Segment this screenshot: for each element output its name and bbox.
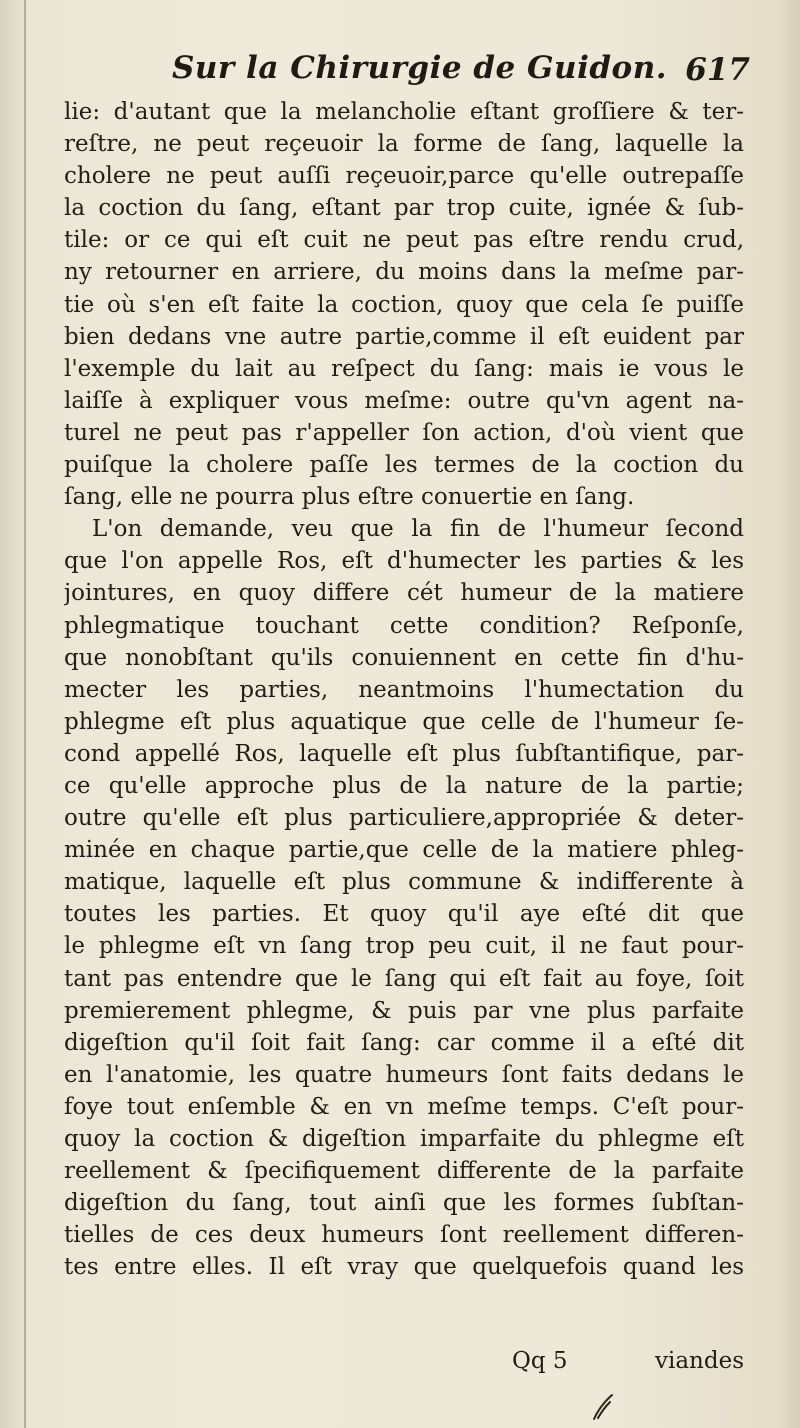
- text-line: ce qu'elle approche plus de la nature de la partie;: [64, 772, 744, 799]
- running-title: Sur la Chirurgie de Guidon.: [172, 50, 668, 86]
- page-footer: [64, 1348, 744, 1382]
- text-line: ny retourner en arriere, du moins dans la meſme par-: [64, 259, 744, 286]
- text-line: en l'anatomie, les quatre humeurs ſont faits dedans le: [64, 1061, 744, 1088]
- text-line: laiſſe à expliquer vous meſme: outre qu'vn agent na-: [64, 387, 744, 414]
- text-line: tant pas entendre que le ſang qui eſt fait au foye, ſoit: [64, 965, 744, 992]
- text-line: mecter les parties, neantmoins l'humectation du: [64, 676, 744, 703]
- text-line: phlegme eſt plus aquatique que celle de l'humeur ſe-: [64, 708, 744, 735]
- text-line: tielles de ces deux humeurs ſont reellement differen-: [64, 1222, 744, 1249]
- catchword: viandes: [654, 1348, 744, 1374]
- text-line: la coction du ſang, eſtant par trop cuite, ignée & ſub-: [64, 195, 744, 222]
- text-line: turel ne peut pas r'appeller ſon action, d'où vient que: [64, 419, 744, 446]
- text-line: tie où s'en eſt faite la coction, quoy que cela ſe puiſſe: [64, 291, 744, 318]
- text-line: jointures, en quoy differe cét humeur de la matiere: [64, 580, 744, 607]
- text-line: cholere ne peut auſſi reçeuoir,parce qu'elle outrepaſſe: [64, 163, 744, 190]
- text-line: digeſtion du ſang, tout ainſi que les formes ſubſtan-: [64, 1190, 744, 1217]
- text-line: digeſtion qu'il ſoit fait ſang: car comme il a eſté dit: [64, 1029, 744, 1056]
- text-line: tile: or ce qui eſt cuit ne peut pas eſtre rendu crud,: [64, 227, 744, 254]
- text-line: toutes les parties. Et quoy qu'il aye eſté dit que: [64, 901, 744, 928]
- text-line: premierement phlegme, & puis par vne plus parfaite: [64, 997, 744, 1024]
- text-line: outre qu'elle eſt plus particuliere,appropriée & deter-: [64, 805, 744, 832]
- text-line: phlegmatique touchant cette condition? Reſponſe,: [64, 612, 744, 639]
- signature-mark: Qq 5: [512, 1348, 568, 1374]
- text-line: tes entre elles. Il eſt vray que quelquefois quand les: [64, 1254, 744, 1281]
- text-line: ſang, elle ne pourra plus eſtre conuertie en ſang.: [64, 484, 635, 511]
- text-line: L'on demande, veu que la fin de l'humeur ſecond: [92, 516, 744, 543]
- page-gutter-shadow: [24, 0, 26, 1428]
- text-line: l'exemple du lait au reſpect du ſang: mais ie vous le: [64, 355, 744, 382]
- text-line: bien dedans vne autre partie,comme il eſt euident par: [64, 323, 744, 350]
- text-line: lie: d'autant que la melancholie eſtant groſſiere & ter-: [64, 99, 744, 125]
- body-text: [64, 96, 744, 1283]
- text-line: reſtre, ne peut reçeuoir la forme de ſang, laquelle la: [64, 131, 744, 158]
- text-line: minée en chaque partie,que celle de la matiere phleg-: [64, 837, 744, 864]
- text-line: puiſque la cholere paſſe les termes de la coction du: [64, 452, 744, 479]
- text-line: que l'on appelle Ros, eſt d'humecter les parties & les: [64, 548, 744, 575]
- ink-flourish-icon: [588, 1392, 616, 1422]
- text-line: quoy la coction & digeſtion imparfaite du phlegme eſt: [64, 1126, 744, 1152]
- text-line: cond appellé Ros, laquelle eſt plus ſubſtantifique, par-: [64, 740, 744, 767]
- text-line: que nonobſtant qu'ils conuiennent en cette fin d'hu-: [64, 644, 744, 671]
- text-line: le phlegme eſt vn ſang trop peu cuit, il ne faut pour-: [64, 933, 744, 960]
- text-line: foye tout enſemble & en vn meſme temps. C'eſt pour-: [64, 1093, 744, 1120]
- page-header: [60, 50, 750, 98]
- page-number: 617: [685, 52, 750, 88]
- text-line: matique, laquelle eſt plus commune & indifferente à: [64, 869, 744, 896]
- text-line: reellement & ſpecifiquement differente de la parfaite: [64, 1158, 744, 1185]
